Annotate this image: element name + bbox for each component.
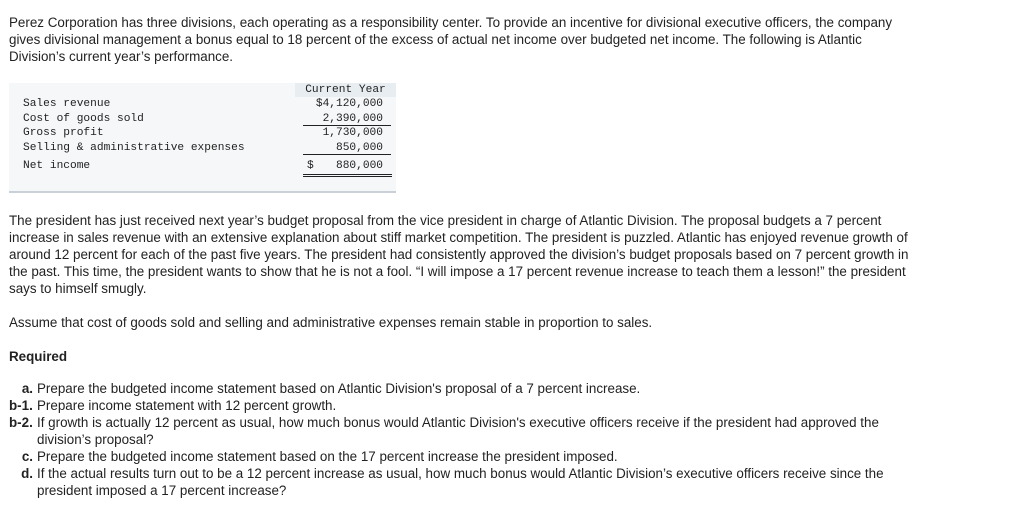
item-text: Prepare the budgeted income statement based on the 17 percent increase the president imposed. <box>37 449 618 464</box>
item-marker: b-2. <box>9 415 33 430</box>
list-item <box>9 397 909 414</box>
list-item <box>9 448 909 465</box>
row-value: 1,730,000 <box>322 127 383 139</box>
row-label: Cost of goods sold <box>23 112 144 125</box>
president-paragraph: The president has just received next year’s budget proposal from the vice president in charge of Atlantic Division. The proposal budgets a 7 percent increase in sales revenue with an extensive explanation about stiff market competition. The president is puzzled. Atlantic has enjoyed revenue growth of around 12 percent for each of the past five years. The president had consistently approved the division’s budget proposals based on 7 percent growth in the past. This time, the president wants to show that he is not a fool. “I will impose a 17 percent revenue increase to teach them a lesson!” the president says to himself smugly. <box>9 213 909 296</box>
item-text: If the actual results turn out to be a 12 percent increase as usual, how much bonus would Atlantic Division’s executive officers receive since the president imposed a 17 percent increase? <box>37 466 884 498</box>
list-item <box>9 380 909 397</box>
net-income-label: Net income <box>23 160 91 172</box>
requirements-list <box>9 380 909 499</box>
net-income-row <box>9 158 396 175</box>
currency-symbol: $ <box>307 160 314 172</box>
table-row <box>9 97 396 112</box>
list-item <box>9 465 909 499</box>
item-text: Prepare the budgeted income statement based on Atlantic Division's proposal of a 7 percent increase. <box>37 381 641 396</box>
row-label: Sales revenue <box>23 98 111 110</box>
item-text: Prepare income statement with 12 percent growth. <box>37 398 337 413</box>
column-header-current-year: Current Year <box>295 83 396 97</box>
row-label: Selling & administrative expenses <box>23 141 245 154</box>
income-statement-table <box>9 83 396 193</box>
item-marker: d. <box>21 466 33 481</box>
row-value: $4,120,000 <box>315 98 383 110</box>
item-marker: b-1. <box>9 398 33 413</box>
table-row <box>9 141 396 156</box>
net-income-value: 880,000 <box>336 160 383 172</box>
list-item <box>9 414 909 448</box>
assumption-paragraph: Assume that cost of goods sold and selling and administrative expenses remain stable in proportion to sales. <box>9 315 653 330</box>
item-marker: a. <box>21 381 33 396</box>
item-text: If growth is actually 12 percent as usual, how much bonus would Atlantic Division's executive officers receive if the president had approved the division’s proposal? <box>37 415 879 447</box>
required-heading: Required <box>9 349 68 364</box>
item-marker: c. <box>21 449 33 464</box>
row-value: 850,000 <box>295 141 383 156</box>
row-value: 2,390,000 <box>295 112 383 127</box>
table-row <box>9 112 396 127</box>
table-bottom-rule <box>9 191 396 193</box>
intro-paragraph: Perez Corporation has three divisions, each operating as a responsibility center. To provide an incentive for divisional executive officers, the company gives divisional management a bonus equal to 18 percent of the excess of actual net income over budgeted net income. The following is Atlantic Division’s current year’s performance. <box>9 15 893 64</box>
row-label: Gross profit <box>23 127 104 139</box>
table-row <box>9 126 396 141</box>
